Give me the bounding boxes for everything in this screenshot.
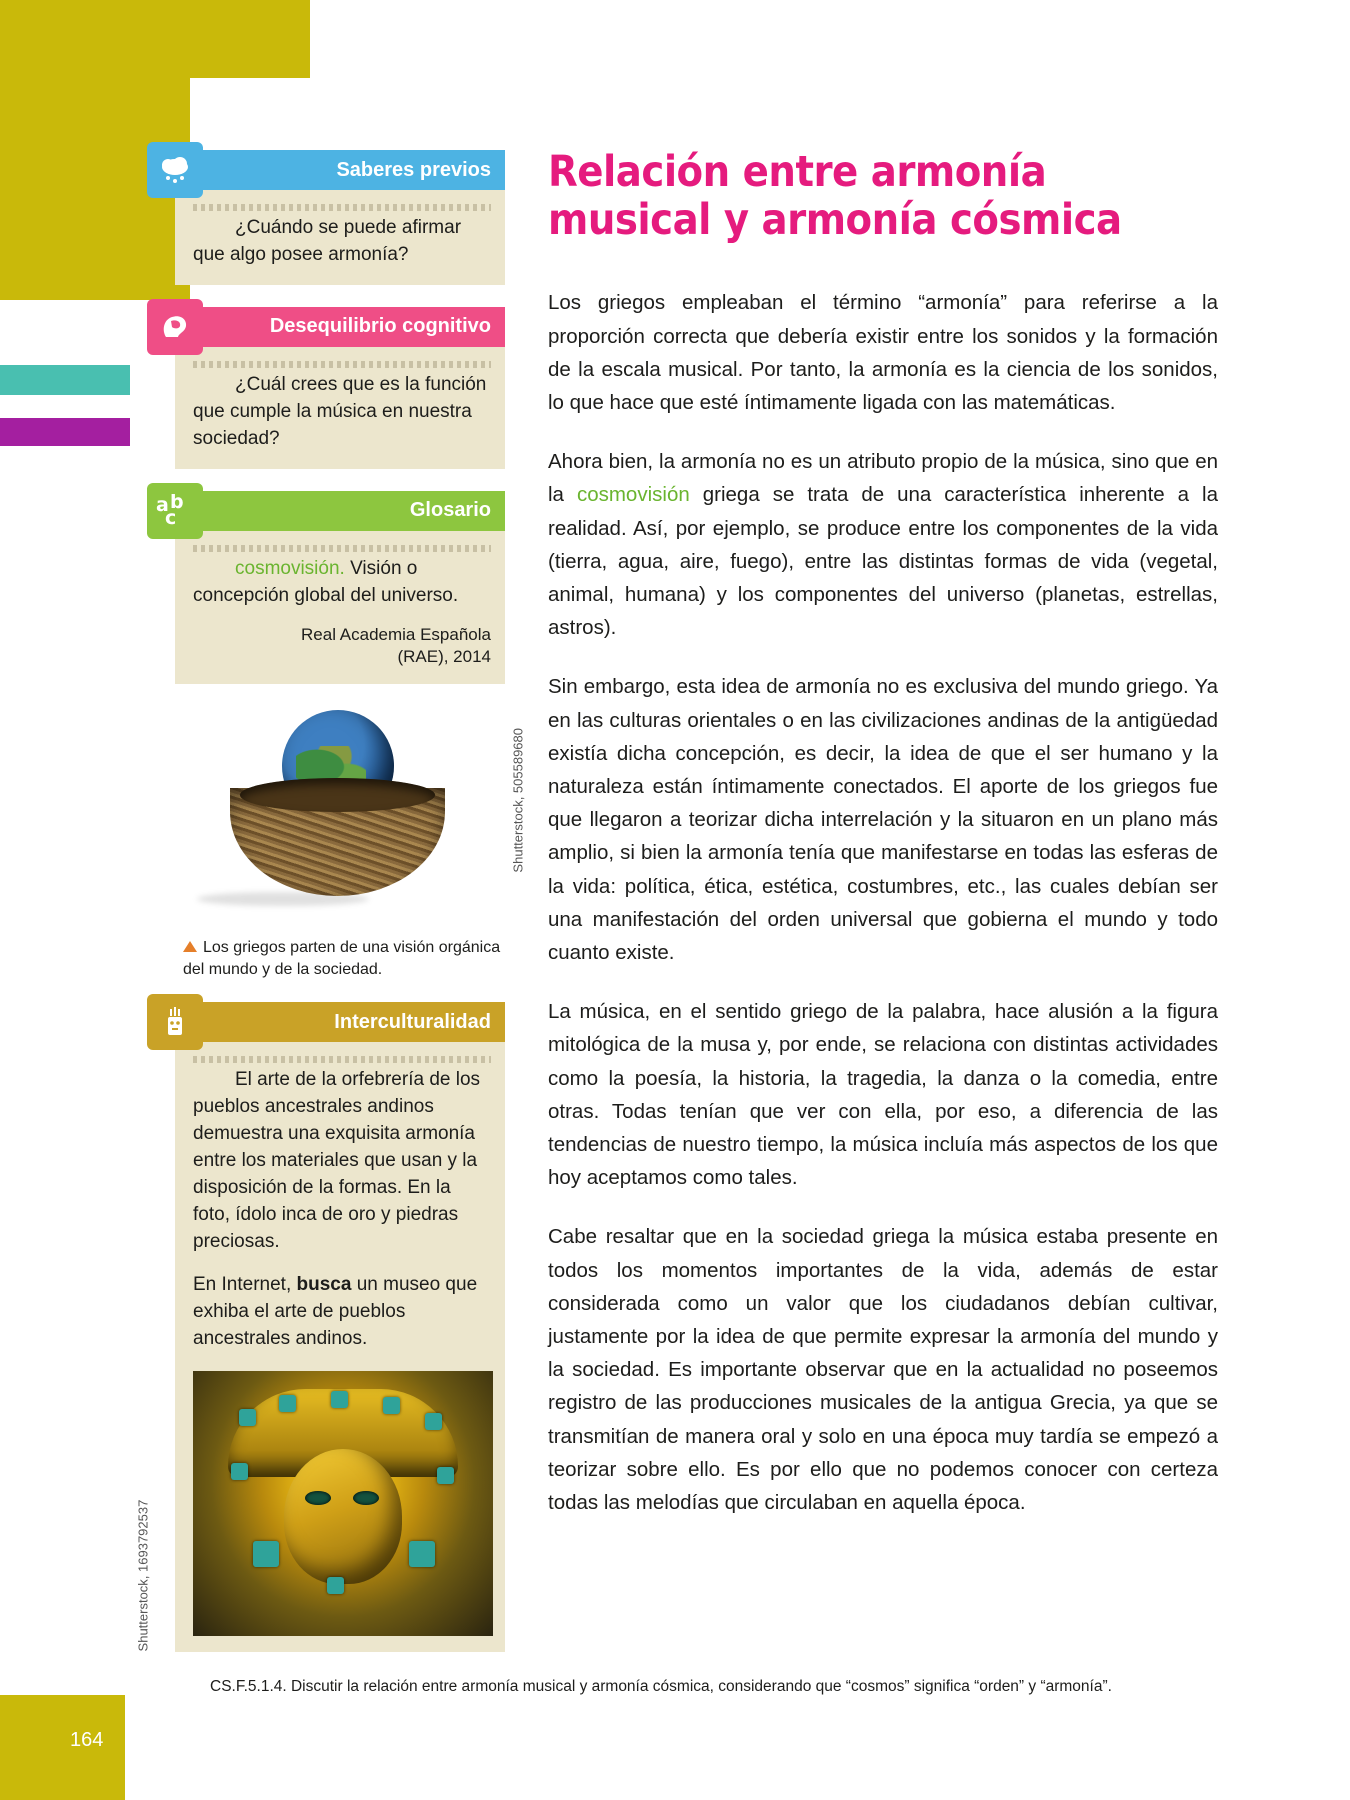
head-thinking-icon	[147, 299, 203, 355]
idol-figure-icon	[147, 994, 203, 1050]
decor-teal-bar	[0, 365, 130, 395]
glossary-credit-line1: Real Academia Española	[301, 624, 491, 644]
gem-1	[239, 1409, 256, 1426]
internet-text-bold: busca	[296, 1273, 352, 1295]
body-paragraph-5: Cabe resaltar que en la sociedad griega la música estaba presente en todos los momentos importantes de la vida, además de estar considerada como un valor que los ciudadanos debían cultivar, justamente por la idea de que permite expresar la armonía del mundo y la sociedad. Es importante observar que en la actualidad no poseemos registro de las producciones musicales de la antigua Grecia, ya que se transmitían de manera oral y solo en una época muy tardía se empezó a teorizar sobre ello. Es por ello que no podemos conocer con certeza todas las melodías que circulaban en aquella época.	[548, 1225, 1218, 1515]
figure-caption-nest	[175, 937, 505, 980]
triangle-marker-icon	[183, 941, 197, 952]
figure-credit-nest: Shutterstock, 505589680	[511, 727, 526, 873]
page-number: 164	[70, 1729, 104, 1751]
body-paragraph-2	[548, 445, 1218, 644]
gem-5	[425, 1413, 442, 1430]
figure-credit-idol: Shutterstock, 1693792537	[135, 1500, 151, 1652]
box-title-desequilibrio-cognitivo: Desequilibrio cognitivo	[269, 315, 491, 338]
decor-purple-bar	[0, 418, 130, 446]
svg-text:b: b	[170, 490, 184, 513]
box-title-interculturalidad: Interculturalidad	[334, 1010, 491, 1033]
bird-nest-shape	[230, 788, 445, 896]
idol-head-shape	[284, 1449, 402, 1584]
body-paragraph-1: Los griegos empleaban el término “armonía” para referirse a la proporción correcta que debería existir entre los sonidos y la formación de la escala musical. Por tanto, la armonía es la ciencia de los sonidos, lo que hace que esté íntimamente ligada con las matemáticas.	[548, 291, 1218, 414]
box-glosario	[156, 490, 505, 684]
box-text-saberes-previos: ¿Cuándo se puede afirmar que algo posee armonía?	[193, 217, 462, 265]
box-header-interculturalidad	[175, 1002, 505, 1042]
glossary-term: cosmovisión.	[235, 557, 345, 579]
main-content-column	[548, 148, 1218, 1519]
glossary-entry	[193, 556, 491, 610]
idol-eye-left	[305, 1491, 331, 1505]
box-body-saberes-previos	[175, 190, 505, 285]
dashed-divider	[193, 204, 491, 211]
dashed-divider	[193, 361, 491, 368]
glossary-definition: Visión o concepción global del universo.	[193, 557, 459, 606]
gem-7	[437, 1467, 454, 1484]
figure-earth-nest	[175, 710, 526, 925]
gem-6	[231, 1463, 248, 1480]
paragraph2-after: griega se trata de una característica inherente a la realidad. Así, por ejemplo, se produce entre los componentes de la vida (tierra, agua, aire, fuego), entre las distintas formas de vida (vegetal, animal, humana) y los componentes del universo (planetas, estrellas, astros).	[548, 483, 1218, 640]
dashed-divider	[193, 545, 491, 552]
box-saberes-previos	[175, 150, 505, 285]
sidebar-column	[135, 150, 526, 1674]
gem-4	[383, 1397, 400, 1414]
internet-text-before: En Internet,	[193, 1273, 297, 1295]
box-header-glosario	[156, 490, 505, 531]
cloud-rain-icon	[147, 142, 203, 198]
gem-3	[331, 1391, 348, 1408]
gem-8	[253, 1541, 279, 1567]
box-text-interculturalidad: El arte de la orfebrería de los pueblos ancestrales andinos demuestra una exquisita armonía entre los materiales que usan y la disposición de la formas. En la foto, ídolo inca de oro y piedras preciosas.	[193, 1069, 481, 1252]
idol-eye-right	[353, 1491, 379, 1505]
box-body-glosario	[175, 531, 505, 684]
paragraph2-before: Ahora bien, la armonía no es un atributo propio de la música, sino que en la	[548, 450, 1218, 507]
gem-10	[327, 1577, 344, 1594]
gem-9	[409, 1541, 435, 1567]
nest-shadow	[197, 892, 369, 906]
page-title	[548, 148, 1218, 244]
curriculum-code-note: CS.F.5.1.4. Discutir la relación entre armonía musical y armonía cósmica, considerando que “cosmos” significa “orden” y “armonía”.	[210, 1678, 1112, 1695]
box-title-saberes-previos: Saberes previos	[336, 158, 491, 181]
decor-yellow-top-block	[0, 0, 310, 78]
abc-icon	[147, 483, 203, 539]
internet-text-after: un museo que exhiba el arte de pueblos ancestrales andinos.	[193, 1273, 478, 1349]
dashed-divider	[193, 1056, 491, 1063]
figure-caption-nest-text: Los griegos parten de una visión orgánica del mundo y de la sociedad.	[183, 938, 501, 978]
earth-nest-illustration	[230, 710, 445, 910]
glossary-credit	[193, 624, 491, 668]
svg-text:a: a	[156, 493, 169, 516]
box-header-saberes-previos	[175, 150, 505, 190]
keyword-cosmovision: cosmovisión	[576, 483, 690, 507]
box-text-desequilibrio-cognitivo: ¿Cuál crees que es la función que cumple la música en nuestra sociedad?	[193, 373, 487, 449]
box-interculturalidad	[135, 1002, 505, 1652]
box-body-interculturalidad	[135, 1042, 505, 1652]
gem-2	[279, 1395, 296, 1412]
page-title-line2: musical y armonía cósmica	[548, 195, 1122, 246]
photo-inca-idol	[193, 1371, 493, 1636]
page-title-line1: Relación entre armonía	[548, 147, 1047, 197]
svg-text:c: c	[165, 506, 177, 529]
box-title-glosario: Glosario	[409, 499, 491, 522]
glossary-credit-line2: (RAE), 2014	[397, 646, 491, 666]
box-header-desequilibrio-cognitivo	[175, 307, 505, 347]
body-paragraph-3: Sin embargo, esta idea de armonía no es exclusiva del mundo griego. Ya en las culturas orientales o en las civilizaciones andinas de la antigüedad existía dicha concepción, es decir, la idea de que el ser humano y la naturaleza están íntimamente conectados. El aporte de los griegos fue que llegaron a teorizar dicha interrelación y la situaron en un plano más amplio, si bien la armonía tenía que manifestarse en todas las esferas de la vida: política, ética, estética, costumbres, etc., las cuales debían ser una manifestación del orden universal que gobierna el mundo y todo cuanto existe.	[548, 675, 1218, 964]
box-text-interculturalidad-internet	[193, 1272, 491, 1353]
box-body-desequilibrio-cognitivo	[175, 347, 505, 469]
decor-yellow-bottom-block	[0, 1695, 125, 1800]
body-paragraph-4: La música, en el sentido griego de la palabra, hace alusión a la figura mitológica de la musa y, por ende, se relaciona con distintas actividades como la poesía, la historia, la tragedia, la danza o la comedia, entre otras. Todas tenían que ver con ella, por eso, a diferencia de las tendencias de nuestro tiempo, la música incluía más aspectos de los que hoy aceptamos como tales.	[548, 1000, 1218, 1190]
box-desequilibrio-cognitivo	[175, 307, 505, 469]
